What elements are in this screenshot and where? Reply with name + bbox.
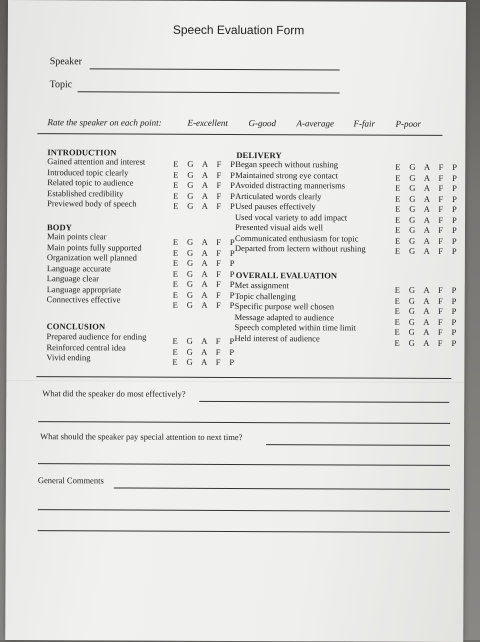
answer-line[interactable]: [38, 463, 450, 466]
list-item: Organization well planned: [47, 252, 142, 263]
rating-scale[interactable]: E G A F P: [173, 279, 238, 290]
scale-fair: F-fair: [353, 119, 375, 129]
rating-scale[interactable]: E G A F P: [173, 201, 238, 212]
paper-fold: [6, 380, 464, 383]
body-heading: BODY: [47, 222, 72, 232]
speaker-label: Speaker: [50, 56, 82, 67]
list-item: Established credibility: [47, 188, 145, 199]
evaluation-form-page: [5, 0, 466, 642]
list-item: Held interest of audience: [235, 332, 356, 343]
overall-evaluation-ratings: [394, 285, 459, 348]
list-item: Previewed body of speech: [47, 198, 145, 209]
rating-scale[interactable]: E G A F P: [395, 214, 460, 225]
rating-scale[interactable]: E G A F P: [173, 289, 238, 300]
rating-scale[interactable]: E G A F P: [395, 327, 460, 338]
list-item: Presented visual aids well: [235, 222, 366, 233]
question-most-effective: What did the speaker do most effectively?: [42, 388, 185, 399]
rating-scale[interactable]: E G A F P: [395, 225, 460, 236]
rating-scale[interactable]: E G A F P: [172, 346, 237, 357]
form-title: Speech Evaluation Form: [173, 23, 304, 38]
delivery-heading: DELIVERY: [236, 150, 281, 160]
topic-field[interactable]: [78, 91, 340, 93]
list-item: Maintained strong eye contact: [235, 169, 366, 180]
conclusion-heading: CONCLUSION: [47, 321, 106, 331]
rating-scale[interactable]: E G A F P: [173, 268, 238, 279]
body-list: [47, 231, 142, 305]
answer-line-next-time[interactable]: [266, 444, 450, 446]
list-item: Main points fully supported: [47, 242, 142, 253]
list-item: Articulated words clearly: [235, 190, 366, 201]
list-item: Reinforced central idea: [46, 342, 146, 353]
list-item: Language appropriate: [47, 284, 142, 295]
list-item: Specific purpose well chosen: [235, 301, 356, 312]
delivery-ratings: [395, 162, 461, 257]
general-comments-label: General Comments: [38, 475, 104, 485]
answer-line-general-comments[interactable]: [114, 487, 450, 489]
list-item: Main points clear: [47, 231, 142, 242]
rating-scale[interactable]: E G A F P: [173, 247, 238, 258]
list-item: Introduced topic clearly: [47, 167, 145, 178]
header-divider: [37, 133, 442, 136]
list-item: Began speech without rushing: [235, 159, 366, 170]
list-item: Speech completed within time limit: [235, 322, 356, 333]
list-item: Language clear: [47, 273, 142, 284]
rating-scale[interactable]: E G A F P: [173, 300, 238, 311]
rating-scale[interactable]: E G A F P: [395, 172, 460, 183]
rating-scale[interactable]: E G A F P: [395, 246, 460, 257]
list-item: Prepared audience for ending: [47, 331, 147, 342]
list-item: Used vocal variety to add impact: [235, 211, 366, 222]
list-item: Topic challenging: [235, 290, 356, 301]
scale-average: A-average: [296, 118, 334, 128]
answer-line[interactable]: [38, 509, 450, 512]
overall-evaluation-heading: OVERALL EVALUATION: [236, 270, 337, 280]
list-item: Communicated enthusiasm for topic: [235, 232, 366, 243]
answer-line[interactable]: [38, 421, 450, 424]
body-ratings: [173, 237, 238, 311]
rating-scale[interactable]: E G A F P: [395, 316, 460, 327]
rating-scale[interactable]: E G A F P: [395, 235, 460, 246]
rating-scale-intro: Rate the speaker on each point:: [47, 117, 161, 127]
rating-scale[interactable]: E G A F P: [173, 258, 238, 269]
rating-scale[interactable]: E G A F P: [395, 306, 460, 317]
answer-line[interactable]: [38, 530, 450, 533]
scale-good: G-good: [248, 118, 276, 128]
rating-scale[interactable]: E G A F P: [395, 285, 460, 296]
introduction-heading: INTRODUCTION: [47, 147, 116, 157]
delivery-list: [235, 159, 366, 254]
answer-line-most-effective[interactable]: [199, 401, 449, 403]
rating-scale[interactable]: E G A F P: [173, 169, 238, 180]
conclusion-ratings: [172, 336, 237, 368]
list-item: Met assignment: [235, 280, 356, 291]
rating-scale[interactable]: E G A F P: [173, 190, 238, 201]
introduction-ratings: [173, 159, 238, 212]
rating-scale[interactable]: E G A F P: [394, 337, 459, 348]
list-item: Vivid ending: [46, 352, 146, 363]
rating-scale[interactable]: E G A F P: [172, 336, 237, 347]
scale-poor: P-poor: [395, 119, 421, 129]
list-item: Connectives effective: [47, 294, 142, 305]
rating-scale[interactable]: E G A F P: [395, 162, 460, 173]
conclusion-list: [46, 331, 146, 363]
scale-excellent: E-excellent: [187, 118, 228, 128]
list-item: Gained attention and interest: [47, 156, 145, 167]
speaker-field[interactable]: [90, 68, 340, 70]
rating-scale[interactable]: E G A F P: [395, 183, 460, 194]
list-item: Language accurate: [47, 263, 142, 274]
question-next-time: What should the speaker pay special attention to next time?: [40, 431, 242, 442]
list-item: Avoided distracting mannerisms: [235, 180, 366, 191]
introduction-list: [47, 156, 145, 209]
overall-evaluation-list: [235, 280, 357, 344]
topic-label: Topic: [50, 79, 73, 90]
rating-scale[interactable]: E G A F P: [173, 237, 238, 248]
rating-scale[interactable]: E G A F P: [173, 180, 238, 191]
rating-scale[interactable]: E G A F P: [395, 295, 460, 306]
list-item: Used pauses effectively: [235, 201, 366, 212]
rating-scale[interactable]: E G A F P: [173, 159, 238, 170]
rating-scale[interactable]: E G A F P: [172, 357, 237, 368]
section-divider: [36, 376, 451, 379]
rating-scale[interactable]: E G A F P: [395, 193, 460, 204]
list-item: Message adapted to audience: [235, 311, 356, 322]
list-item: Departed from lectern without rushing: [235, 243, 366, 254]
rating-scale[interactable]: E G A F P: [395, 204, 460, 215]
list-item: Related topic to audience: [47, 177, 145, 188]
